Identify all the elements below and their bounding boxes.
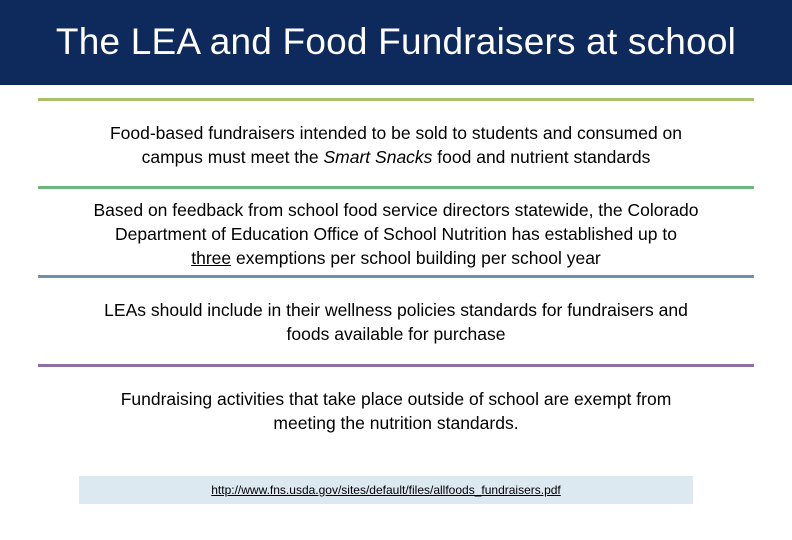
bullet-4-line-2: meeting the nutrition standards. bbox=[273, 413, 519, 433]
divider-2 bbox=[38, 186, 754, 189]
bullet-2-line-2: Department of Education Office of School Nutrition has established up to bbox=[115, 224, 677, 244]
bullet-1-line-2 bbox=[38, 145, 754, 169]
divider-3 bbox=[38, 275, 754, 278]
bullet-1-line-1: Food-based fundraisers intended to be sold to students and consumed on bbox=[109, 123, 683, 143]
title-bar bbox=[0, 0, 792, 85]
reference-link[interactable]: http://www.fns.usda.gov/sites/default/files/allfoods_fundraisers.pdf bbox=[211, 483, 561, 497]
reference-link-box bbox=[79, 476, 693, 504]
bullet-block-1 bbox=[38, 121, 754, 169]
divider-4 bbox=[38, 364, 754, 367]
bullet-block-4 bbox=[38, 387, 754, 435]
bullet-4-line-1: Fundraising activities that take place outside of school are exempt from bbox=[120, 389, 672, 409]
three-underlined: three bbox=[191, 248, 232, 268]
divider-1 bbox=[38, 98, 754, 101]
slide-title: The LEA and Food Fundraisers at school bbox=[55, 21, 737, 62]
smart-snacks-emphasis: Smart Snacks bbox=[323, 147, 433, 167]
bullet-1-text: campus must meet the bbox=[141, 147, 324, 167]
bullet-block-2 bbox=[38, 198, 754, 270]
bullet-1-text-end: food and nutrient standards bbox=[432, 147, 651, 167]
bullet-2-line-3 bbox=[38, 246, 754, 270]
bullet-block-3 bbox=[38, 298, 754, 346]
bullet-2-text-end: exemptions per school building per school year bbox=[231, 248, 601, 268]
bullet-3-line-1: LEAs should include in their wellness policies standards for fundraisers and bbox=[104, 300, 688, 320]
bullet-3-line-2: foods available for purchase bbox=[286, 324, 506, 344]
bullet-2-line-1: Based on feedback from school food service directors statewide, the Colorado bbox=[93, 200, 699, 220]
